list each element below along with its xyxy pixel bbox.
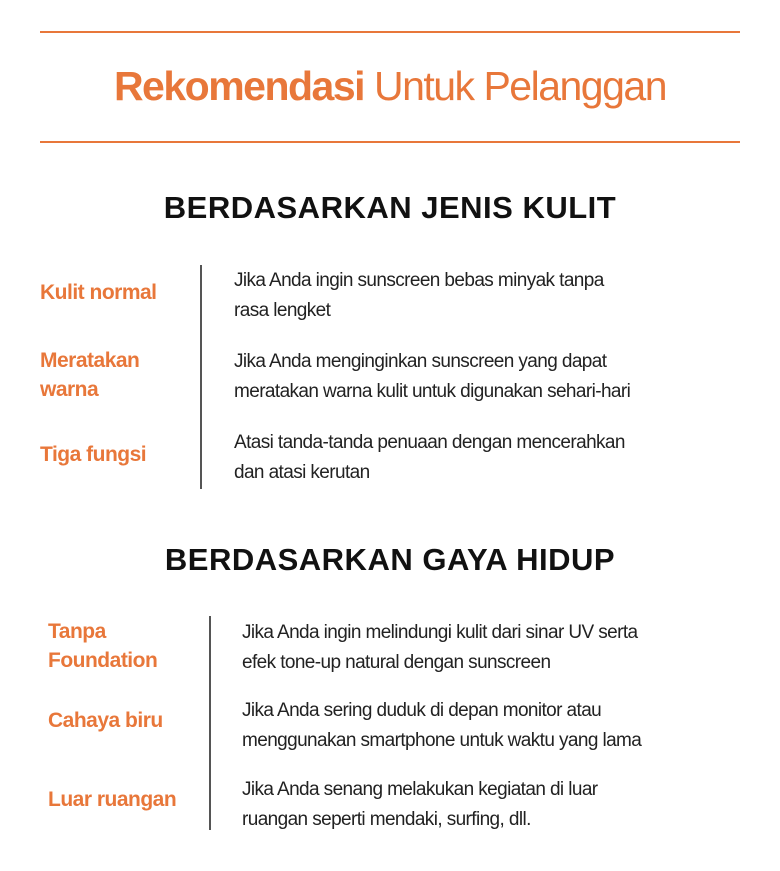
item-description: Jika Anda ingin melindungi kulit dari sinar UV serta efek tone-up natural dengan sunscreen xyxy=(242,622,638,673)
item-description: Jika Anda ingin sunscreen bebas minyak tanpa rasa lengket xyxy=(234,270,604,321)
bottom-divider xyxy=(40,141,740,143)
section-heading-skin-type xyxy=(0,188,780,228)
item-label: Tanpa Foundation xyxy=(48,620,158,672)
section-heading-text: BERDASARKAN JENIS KULIT xyxy=(156,188,624,228)
page-title-rest: Untuk Pelanggan xyxy=(364,63,667,109)
top-divider xyxy=(40,31,740,33)
item-label: Kulit normal xyxy=(40,281,157,304)
section-heading-text: BERDASARKAN GAYA HIDUP xyxy=(157,540,623,580)
page-title xyxy=(0,58,780,114)
item-description: Jika Anda sering duduk di depan monitor atau menggunakan smartphone untuk waktu yang lama xyxy=(242,700,642,751)
section-vertical-divider xyxy=(209,616,211,830)
item-description: Atasi tanda-tanda penuaan dengan mencerahkan dan atasi kerutan xyxy=(234,432,625,483)
item-label: Cahaya biru xyxy=(48,709,163,732)
item-label: Meratakan warna xyxy=(40,349,140,401)
section-heading-lifestyle xyxy=(0,540,780,580)
page-title-bold: Rekomendasi xyxy=(113,63,365,109)
item-label: Tiga fungsi xyxy=(40,443,147,466)
item-label: Luar ruangan xyxy=(48,788,177,811)
item-description: Jika Anda senang melakukan kegiatan di luar ruangan seperti mendaki, surfing, dll. xyxy=(242,779,598,830)
section-vertical-divider xyxy=(200,265,202,489)
item-description: Jika Anda menginginkan sunscreen yang dapat meratakan warna kulit untuk digunakan sehari-hari xyxy=(234,351,631,402)
